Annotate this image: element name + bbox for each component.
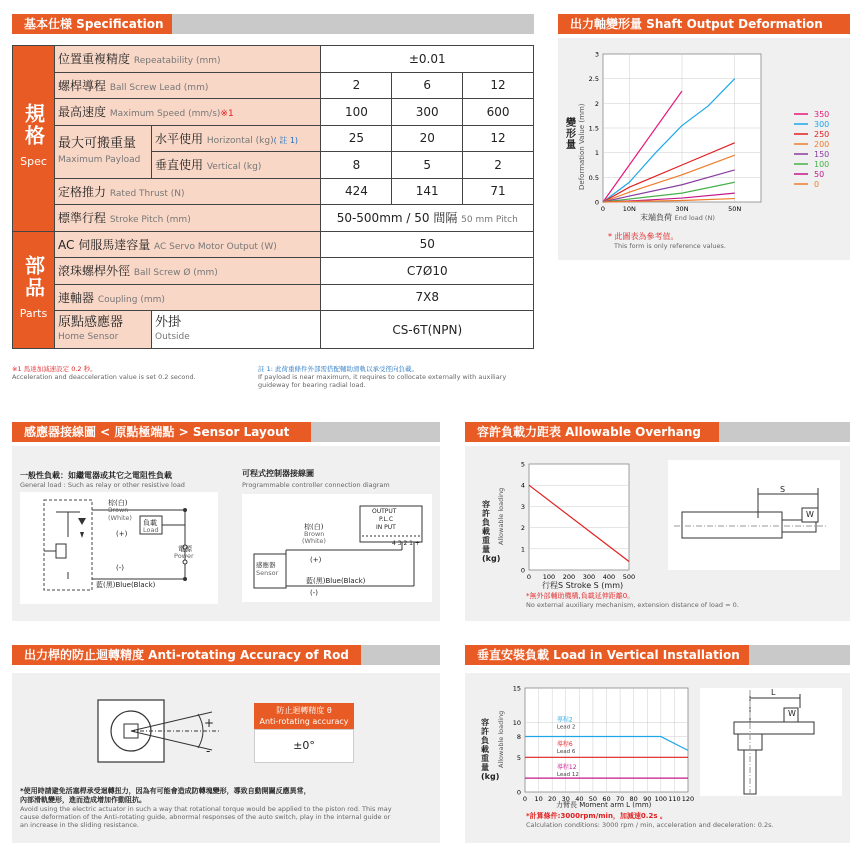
x-tick-label: 60 (602, 795, 611, 803)
table-row (13, 99, 534, 126)
home-sensor-label: 原點感應器 Home Sensor (55, 311, 152, 349)
overhang-actuator-icon (668, 460, 840, 570)
plot-area (529, 464, 629, 570)
vertical-label: 垂直使用 Vertical (kg) (152, 152, 321, 179)
plc-label: P.L.C (379, 516, 394, 523)
deform-note: * 此圖表為參考值。 This form is only reference values. (608, 232, 726, 250)
x-tick-label: 0 (600, 205, 606, 213)
antirot-title: 防止迴轉精度 θ Anti-rotating accuracy (254, 703, 354, 729)
y-tick-label: 15 (512, 684, 521, 693)
plus-sign: + (204, 716, 215, 730)
legend-label: 200 (814, 140, 830, 149)
x-tick-label: 90 (643, 795, 652, 803)
y-tick-label: 5 (520, 460, 525, 469)
thrust-value: 71 (463, 178, 534, 205)
load-label-en: Load (143, 526, 159, 534)
y-tick-label: 4 (520, 481, 525, 490)
speed-value: 600 (463, 99, 534, 126)
sensor-box-label: 感應器 (256, 561, 276, 569)
vertical-drawing (700, 688, 842, 796)
w-label-2: W (788, 709, 796, 718)
deform-xlabel: 末端負荷 End load (N) (640, 213, 715, 222)
x-tick-label: 70 (615, 795, 625, 803)
horizontal-value: 25 (321, 125, 392, 152)
overhang-ylabel-en: Allowable loading (497, 487, 505, 545)
plus-label-2: (+) (310, 556, 322, 564)
home-sensor-value: CS-6T(NPN) (321, 311, 534, 349)
speed-label: 最高速度 Maximum Speed (mm/s)※1 (55, 99, 321, 126)
y-tick-label: 0 (516, 788, 521, 797)
x-tick-label: 300 (582, 573, 596, 581)
x-tick-label: 0 (522, 795, 528, 803)
series-label: 導程12 (556, 764, 577, 772)
table-row (13, 125, 534, 152)
legend-label: 50 (814, 170, 825, 179)
overhang-chart (465, 446, 665, 596)
table-row (13, 284, 534, 311)
x-tick-label: 120 (681, 795, 695, 803)
vertical-xlabel: 力臂長 Moment arm L (mm) (556, 801, 652, 809)
table-row (13, 311, 534, 349)
motor-value: 50 (321, 231, 534, 258)
deform-header: 出力軸變形量 Shaft Output Deformation (558, 14, 850, 34)
overhang-header: 容許負載力距表 Allowable Overhang (465, 422, 850, 442)
vertical-actuator-icon (700, 688, 842, 796)
spec-note-1: ※1 馬達加減速設定 0.2 秒。 Acceleration and deacceleration value is set 0.2 second. (12, 365, 196, 381)
thrust-label: 定格推力 Rated Thrust (N) (55, 178, 321, 205)
series-label-en: Lead 6 (556, 749, 576, 756)
overhang-note: *無外部輔助機構,負載延伸距離0。 No external auxiliary mechanism, extension distance of load = 0. (526, 592, 739, 609)
y-tick-label: 2 (594, 99, 599, 108)
load-label: 負載 (143, 519, 157, 527)
repeatability-value: ±0.01 (321, 46, 534, 73)
x-tick-label: 0 (526, 573, 532, 581)
y-tick-label: 8 (516, 733, 521, 742)
vertical-value: 2 (463, 152, 534, 179)
screw-label: 滾珠螺桿外徑 Ball Screw Ø (mm) (55, 258, 321, 285)
x-tick-label: 200 (562, 573, 576, 581)
white-wire-en: (White) (108, 514, 132, 522)
sensor-box-label-en: Sensor (256, 569, 279, 577)
minus-label-2: (-) (310, 589, 318, 597)
payload-label: 最大可搬重量 Maximum Payload (55, 125, 152, 178)
parts-group: 部品 Parts (13, 231, 55, 349)
legend-label: 350 (814, 110, 830, 119)
x-tick-label: 100 (542, 573, 556, 581)
plc-pins: 4 3 2 1 + (392, 540, 420, 547)
table-row (13, 46, 534, 73)
coupling-label: 連軸器 Coupling (mm) (55, 284, 321, 311)
series-label-en: Lead 2 (556, 724, 576, 731)
w-label: W (806, 510, 814, 519)
plus-label: (+) (116, 530, 128, 538)
output-label: OUTPUT (372, 508, 397, 515)
series-label-en: Lead 12 (556, 772, 579, 779)
overhang-drawing (668, 460, 840, 570)
x-tick-label: 400 (602, 573, 616, 581)
legend-label: 0 (814, 180, 820, 189)
legend-label: 150 (814, 150, 830, 159)
sensor-right-diagram (242, 494, 432, 602)
spec-group: 規格 Spec (13, 46, 55, 232)
power-label: 電源 (178, 545, 192, 553)
x-tick-label: 100 (654, 795, 668, 803)
y-tick-label: 2 (520, 524, 525, 533)
stroke-value: 50-500mm / 50 間隔 50 mm Pitch (321, 205, 534, 232)
sensor-left-title-en: General load : Such as relay or other resistive load (20, 481, 185, 489)
anti-rotation-icon (90, 692, 240, 782)
x-tick-label: 80 (629, 795, 638, 803)
thrust-value: 141 (392, 178, 463, 205)
y-tick-label: 1.5 (588, 124, 599, 133)
sensor-left-title: 一般性負載：如繼電器或其它之電阻性負載 (20, 471, 172, 480)
screw-value: C7Ø10 (321, 258, 534, 285)
x-tick-label: 30N (675, 205, 689, 213)
y-tick-label: 5 (516, 753, 521, 762)
minus-sign: - (206, 744, 211, 758)
series-label: 導程2 (556, 716, 573, 724)
antirot-header: 出力桿的防止迴轉精度 Anti-rotating Accuracy of Rod (12, 645, 440, 665)
vertical-value: 8 (321, 152, 392, 179)
white-wire-en-2: (White) (302, 537, 326, 545)
horizontal-value: 12 (463, 125, 534, 152)
series-label: 導程6 (556, 741, 573, 749)
x-tick-label: 20 (548, 795, 557, 803)
lead-label: 螺桿導程 Ball Screw Lead (mm) (55, 72, 321, 99)
minus-label: (-) (116, 564, 124, 572)
l-label: L (771, 688, 776, 697)
y-tick-label: 3 (594, 50, 599, 59)
s-label: S (780, 485, 786, 494)
thrust-value: 424 (321, 178, 392, 205)
y-tick-label: 1 (520, 545, 525, 554)
input-label: IN PUT (376, 524, 396, 531)
vertical-ylabel: 容許負載重量(kg) (481, 718, 500, 781)
coupling-value: 7X8 (321, 284, 534, 311)
legend-label: 250 (814, 130, 830, 139)
sensor-header: 感應器接線圖 < 原點極端點 > Sensor Layout (12, 422, 440, 442)
vertical-note: *計算條件:3000rpm/min，加減速0.2s 。 Calculation conditions: 3000 rpm / min, acceleration and deceleration: 0.2s. (526, 812, 774, 829)
home-sensor-sub: 外掛 Outside (152, 311, 321, 349)
power-label-en: Power (174, 552, 194, 560)
x-tick-label: 10N (622, 205, 636, 213)
blue-wire-label: 藍(黑)Blue(Black) (96, 581, 156, 589)
horizontal-value: 20 (392, 125, 463, 152)
table-row (13, 178, 534, 205)
spec-table (12, 45, 534, 349)
lead-value: 2 (321, 72, 392, 99)
stroke-label: 標準行程 Stroke Pitch (mm) (55, 205, 321, 232)
x-tick-label: 110 (668, 795, 681, 803)
x-tick-label: 10 (534, 795, 543, 803)
brown-wire-en-2: Brown (304, 530, 325, 538)
y-tick-label: 10 (512, 719, 521, 728)
antirot-value: ±0° (254, 729, 354, 763)
repeatability-label: 位置重複精度 Repeatability (mm) (55, 46, 321, 73)
blue-wire-label-2: 藍(黑)Blue(Black) (306, 577, 366, 585)
y-tick-label: 1 (594, 149, 599, 158)
x-tick-label: 40 (575, 795, 584, 803)
sensor-left-diagram (20, 492, 218, 604)
vertical-header: 垂直安裝負載 Load in Vertical Installation (465, 645, 850, 665)
lead-value: 12 (463, 72, 534, 99)
deform-ylabel-en: Deformation Value (mm) (578, 103, 586, 190)
speed-value: 100 (321, 99, 392, 126)
x-tick-label: 30 (561, 795, 570, 803)
y-tick-label: 2.5 (588, 75, 599, 84)
sensor-right-title-en: Programmable controller connection diagram (242, 481, 390, 489)
motor-label: AC 伺服馬達容量 AC Servo Motor Output (W) (55, 231, 321, 258)
y-tick-label: 3 (520, 502, 525, 511)
y-tick-label: 0.5 (588, 173, 599, 182)
vertical-value: 5 (392, 152, 463, 179)
legend-label: 300 (814, 120, 830, 129)
speed-value: 300 (392, 99, 463, 126)
overhang-xlabel: 行程S Stroke S (mm) (542, 581, 624, 590)
lead-value: 6 (392, 72, 463, 99)
y-tick-label: 0 (594, 198, 599, 207)
brown-wire-en: Brown (108, 506, 129, 514)
antirot-note: *使用時請避免活塞桿承受迴轉扭力，因為有可能會造成防轉塊變形，導致自動開關反應異常， 內部滑軌變形，進而造成增加作動阻抗。 Avoid using the electric actuator in such a way that rotational torque would be applied to the piston rod. This may cause deformation of the Anti-rotating guide, abnormal responses of the auto switch, play in the internal guide or an increase in the sliding resistance. (20, 787, 392, 829)
x-tick-label: 50N (728, 205, 742, 213)
spec-header: 基本仕様 Specification (12, 14, 534, 34)
table-row (13, 258, 534, 285)
table-row (13, 72, 534, 99)
brown-wire-label: 棕(白) (108, 499, 128, 507)
table-row (13, 231, 534, 258)
deform-ylabel: 變形量 (566, 118, 576, 151)
deform-chart (558, 38, 850, 260)
brown-wire-label-2: 棕(白) (304, 523, 324, 531)
x-tick-label: 50 (588, 795, 598, 803)
x-tick-label: 500 (622, 573, 636, 581)
overhang-ylabel: 容許負載重量(kg) (482, 500, 501, 563)
legend-label: 100 (814, 160, 830, 169)
sensor-right-title: 可程式控制器接線圖 (242, 469, 314, 478)
horizontal-label: 水平使用 Horizontal (kg)( 註 1) (152, 125, 321, 152)
table-row (13, 205, 534, 232)
vertical-ylabel-en: Allowable loading (497, 710, 505, 768)
spec-note-2: 註 1: 此荷重條件外部需搭配輔助滑軌以承受徑向負載。 If payload is near maximum, it requires to collocate externally with auxiliary guideway for bearing radial load. (258, 365, 507, 389)
y-tick-label: 0 (520, 566, 525, 575)
